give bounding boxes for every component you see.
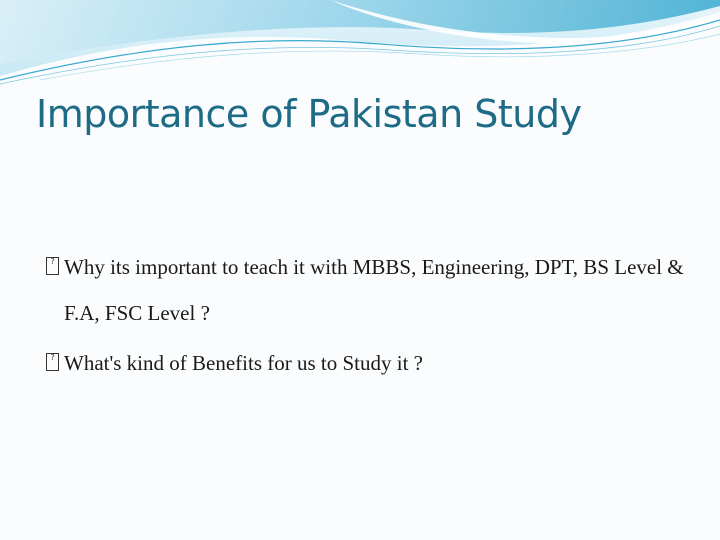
slide-title: Importance of Pakistan Study xyxy=(36,92,582,136)
wave-header-decoration xyxy=(0,0,720,90)
bullet-text: What's kind of Benefits for us to Study it ? xyxy=(64,351,423,375)
bullet-item xyxy=(46,340,686,386)
missing-glyph-icon: ? xyxy=(46,257,59,275)
bullet-list xyxy=(46,244,686,390)
bullet-item xyxy=(46,244,686,336)
missing-glyph-icon: ? xyxy=(46,353,59,371)
bullet-text: Why its important to teach it with MBBS, Engineering, DPT, BS Level & F.A, FSC Level ? xyxy=(64,255,684,325)
